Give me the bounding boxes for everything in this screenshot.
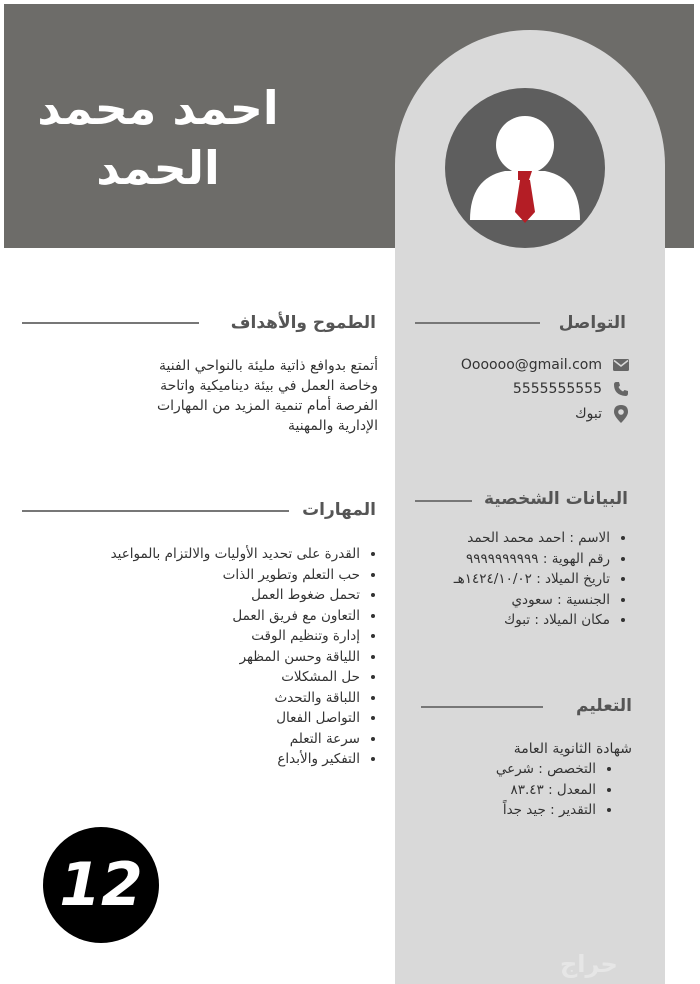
skill-item: • حل المشكلات (50, 667, 360, 688)
watermark-logo: حراج (560, 950, 618, 978)
email-text[interactable]: Oooooo@gmail.com (460, 357, 602, 373)
personal-item: • تاريخ الميلاد : ١٤٢٤/١٠/٠٢هـ (410, 569, 610, 590)
personal-item: • الاسم : احمد محمد الحمد (410, 528, 610, 549)
personal-item: • رقم الهوية : ٩٩٩٩٩٩٩٩٩٩ (410, 549, 610, 570)
contact-email-row (461, 356, 630, 374)
ambitions-divider (22, 322, 199, 324)
education-item: • التقدير : جيد جداً (412, 800, 596, 821)
location-text: تبوك (575, 406, 602, 422)
right-border (694, 0, 700, 984)
skills-list (50, 544, 380, 770)
skill-item: • سرعة التعلم (50, 729, 360, 750)
envelope-icon (612, 356, 630, 374)
contact-heading: التواصل (558, 313, 626, 333)
education-item: • التخصص : شرعي (412, 759, 596, 780)
skills-divider (22, 510, 289, 512)
skill-item: • تحمل ضغوط العمل (50, 585, 360, 606)
contact-divider (415, 322, 540, 324)
top-border (0, 0, 700, 4)
skill-item: • اللياقة وحسن المظهر (50, 647, 360, 668)
person-icon (445, 88, 605, 248)
phone-text[interactable]: 5555555555 (512, 381, 602, 397)
name-line-2: الحمد (96, 141, 220, 195)
skill-item: • التعاون مع فريق العمل (50, 606, 360, 627)
name-title (8, 78, 308, 198)
skill-item: • التواصل الفعال (50, 708, 360, 729)
education-heading: التعليم (576, 696, 632, 716)
number-badge (43, 827, 159, 943)
skill-item: • القدرة على تحديد الأوليات والالتزام بالمواعيد (50, 544, 360, 565)
education-divider (421, 706, 543, 708)
personal-item: • مكان الميلاد : تبوك (410, 610, 610, 631)
location-pin-icon (612, 405, 630, 423)
personal-list (410, 528, 630, 631)
skills-heading: المهارات (302, 500, 376, 520)
education-block (412, 739, 632, 821)
education-item: • المعدل : ٨٣.٤٣ (412, 780, 596, 801)
ambitions-heading: الطموح والأهداف (230, 313, 376, 333)
phone-icon (612, 380, 630, 398)
skill-item: • اللباقة والتحدث (50, 688, 360, 709)
contact-location-row (575, 405, 630, 423)
skill-item: • إدارة وتنظيم الوقت (50, 626, 360, 647)
skill-item: • التفكير والأبداع (50, 749, 360, 770)
name-line-1: احمد محمد (37, 81, 279, 135)
personal-item: • الجنسية : سعودي (410, 590, 610, 611)
personal-divider (415, 500, 472, 502)
contact-phone-row (513, 380, 630, 398)
ambitions-text: أتمتع بدوافع ذاتية مليئة بالنواحي الفنية وخاصة العمل في بيئة ديناميكية واتاحة الفرصة أمام تنمية المزيد من المهارات الإدارية والمهنية (156, 358, 378, 434)
badge-number: 12 (59, 850, 143, 920)
skill-item: • حب التعلم وتطوير الذات (50, 565, 360, 586)
education-degree: شهادة الثانوية العامة (513, 741, 632, 757)
avatar (445, 88, 605, 248)
personal-heading: البيانات الشخصية (483, 489, 628, 509)
